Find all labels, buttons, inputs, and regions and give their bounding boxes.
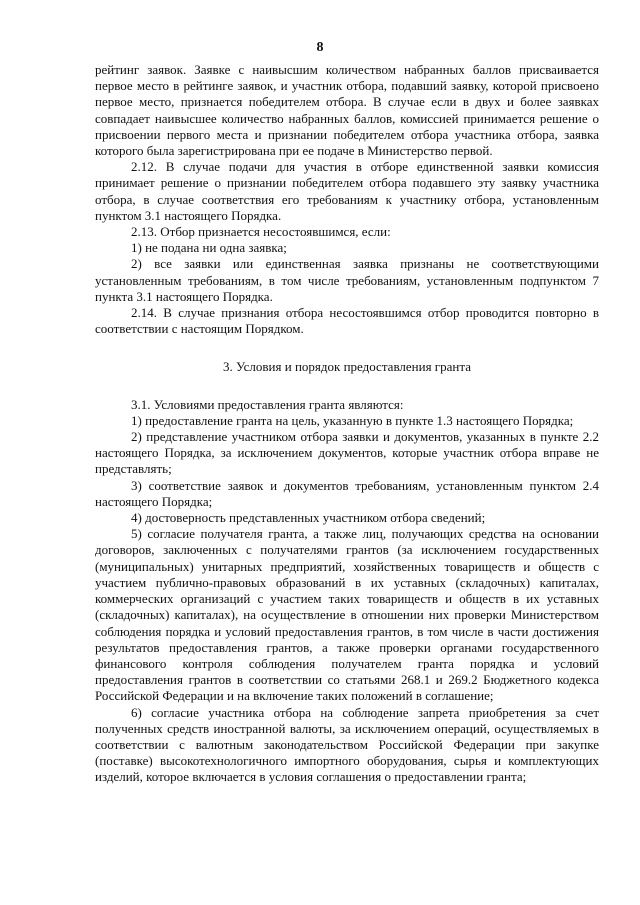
paragraph: 2.14. В случае признания отбора несостоявшимся отбор проводится повторно в соответствии с настоящим Порядком. [95,305,599,337]
paragraph: 5) согласие получателя гранта, а также лиц, получающих средства на основании договоров, заключенных с получателями грантов (за исключением государственных (муниципальных) унитарных предприятий, хозяйственных товариществ и обществ с участием публично-правовых образований в их уставных (складочных) капиталах, коммерческих организаций с участием таких товариществ и обществ в их уставных (складочных) капиталах), на осуществление в отношении них проверки Министерством соблюдения порядка и условий предоставления грантов, в том числе в части достижения результатов предоставления грантов, а также проверки органами государственного финансового контроля соблюдения получателем гранта порядка и условий предоставления грантов в соответствии со статьями 268.1 и 269.2 Бюджетного кодекса Российской Федерации и на включение таких положений в соглашение; [95,526,599,704]
paragraph: 2.13. Отбор признается несостоявшимся, если: [131,224,391,240]
paragraph: 1) предоставление гранта на цель, указанную в пункте 1.3 настоящего Порядка; [131,412,574,428]
paragraph: 2) представление участником отбора заявки и документов, указанных в пункте 2.2 настоящего Порядка, за исключением документов, которые участник отбора вправе не представлять; [95,429,599,477]
paragraph: 2) все заявки или единственная заявка признаны не соответствующими установленным требованиям, в том числе требованиям, установленным подпунктом 7 пункта 3.1 настоящего Порядка. [95,256,599,304]
paragraph: 4) достоверность представленных участником отбора сведений; [131,510,486,526]
paragraph: 2.12. В случае подачи для участия в отборе единственной заявки комиссия принимает решение о признании победителем отбора подавшего эту заявку участника отбора, в случае соответствия его требованиям к участнику отбора, установленным пунктом 3.1 настоящего Порядка. [95,159,599,223]
paragraph: рейтинг заявок. Заявке с наивысшим количеством набранных баллов присваивается первое место в рейтинге заявок, и участник отбора, подавший заявку, которой присвоено первое место, признается победителем отбора. В случае если в двух и более заявках совпадает наивысшее количество набранных баллов, комиссией принимается решение о присвоении первого места и признании победителем отбора участника отбора, заявка которого была зарегистрирована при ее подаче в Министерство первой. [95,62,599,159]
paragraphs-section-2 [95,62,599,337]
page-number: 8 [316,40,324,55]
paragraph: 3) соответствие заявок и документов требованиям, установленным пунктом 2.4 настоящего Порядка; [95,477,599,509]
paragraph: 3.1. Условиями предоставления гранта являются: [131,396,404,412]
paragraph: 1) не подана ни одна заявка; [131,240,287,256]
paragraphs-section-3 [95,397,599,786]
paragraph: 6) согласие участника отбора на соблюдение запрета приобретения за счет полученных средств иностранной валюты, за исключением операций, осуществляемых в соответствии с валютным законодательством Российской Федерации при закупке (поставке) высокотехнологичного импортного оборудования, сырья и комплектующих изделий, которое включается в условия соглашения о предоставлении гранта; [95,704,599,785]
document-body [95,62,599,786]
section-heading: 3. Условия и порядок предоставления гранта [223,359,471,375]
